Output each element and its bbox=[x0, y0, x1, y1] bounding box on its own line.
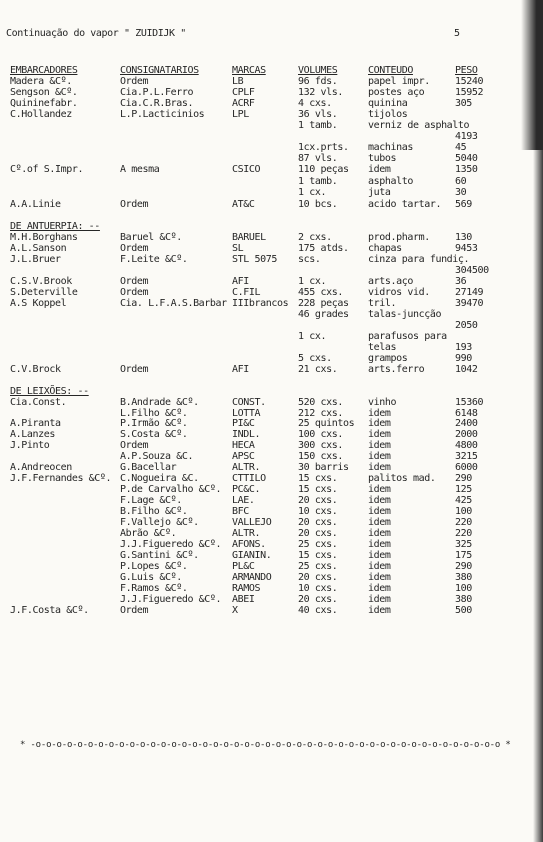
line-marcas-cell: LOTTA bbox=[232, 408, 261, 419]
line-peso-cell: 5040 bbox=[455, 153, 478, 164]
line-conteudo-cell: postes aço bbox=[368, 87, 425, 98]
line-peso-cell: 305 bbox=[455, 98, 472, 109]
line-volumes-cell: 10 cxs. bbox=[298, 506, 338, 517]
line-conteudo-cell: idem bbox=[368, 539, 391, 550]
line-marcas-cell: PL&C bbox=[232, 561, 255, 572]
line-peso-cell: 193 bbox=[455, 342, 472, 353]
line-conteudo-cell: palitos mad. bbox=[368, 473, 436, 484]
line-volumes-cell: 1 cx. bbox=[298, 276, 327, 287]
line-peso-cell: 2400 bbox=[455, 418, 478, 429]
line-marcas-cell: INDL. bbox=[232, 429, 261, 440]
line-volumes-cell: 96 fds. bbox=[298, 76, 338, 87]
line-marcas-cell: LAE. bbox=[232, 495, 255, 506]
line-peso-cell: 325 bbox=[455, 539, 472, 550]
line-conteudo-cell: idem bbox=[368, 550, 391, 561]
line-marcas-cell: BFC bbox=[232, 506, 249, 517]
line-consignatarios-cell: Cia.P.L.Ferro bbox=[120, 87, 194, 98]
line-marcas-cell: CTTILO bbox=[232, 473, 266, 484]
line-peso-cell: 100 bbox=[455, 506, 472, 517]
line-volumes-cell: 150 cxs. bbox=[298, 451, 343, 462]
line-consignatarios-cell: Ordem bbox=[120, 605, 149, 616]
line-consignatarios-cell: J.J.Figueredo &Cº. bbox=[120, 539, 222, 550]
line-conteudo-cell: idem bbox=[368, 418, 391, 429]
line-peso-cell: 1350 bbox=[455, 164, 478, 175]
line-consignatarios-cell: B.Filho &Cº. bbox=[120, 506, 188, 517]
line-consignatarios-cell: B.Andrade &Cº. bbox=[120, 397, 199, 408]
line-volumes-cell: 1 tamb. bbox=[298, 176, 338, 187]
line-consignatarios-cell: P.Irmão &Cº. bbox=[120, 418, 188, 429]
line-consignatarios-cell: G.Santini &Cº. bbox=[120, 550, 199, 561]
line-peso-cell: 130 bbox=[455, 232, 472, 243]
line-conteudo-cell: tijolos bbox=[368, 109, 408, 120]
page-number: 5 bbox=[454, 28, 460, 39]
line-conteudo-cell: idem bbox=[368, 583, 391, 594]
line-embarcadores-cell: Sengson &Cº. bbox=[10, 87, 78, 98]
line-embarcadores-cell: Madera &Cº. bbox=[10, 76, 72, 87]
line-volumes-cell: 30 barris bbox=[298, 462, 349, 473]
line-peso-cell: 304500 bbox=[455, 265, 489, 276]
line-volumes-cell: 25 quintos bbox=[298, 418, 355, 429]
line-marcas-cell: C.FIL bbox=[232, 287, 261, 298]
line-consignatarios-cell: L.Filho &Cº. bbox=[120, 408, 188, 419]
line-conteudo-cell: idem bbox=[368, 506, 391, 517]
line-volumes-cell: 20 cxs. bbox=[298, 594, 338, 605]
line-volumes-cell: 1cx.prts. bbox=[298, 142, 349, 153]
line-conteudo-cell: talas-juncção bbox=[368, 309, 442, 320]
scan-shadow-edge bbox=[533, 150, 543, 842]
line-volumes-cell: 175 atds. bbox=[298, 243, 349, 254]
line-peso-cell: 380 bbox=[455, 594, 472, 605]
line-embarcadores-cell: C.Hollandez bbox=[10, 109, 72, 120]
line-consignatarios-cell: L.P.Lacticinios bbox=[120, 109, 205, 120]
line-volumes-cell: 15 cxs. bbox=[298, 484, 338, 495]
line-peso-cell: 2050 bbox=[455, 320, 478, 331]
line-volumes-cell: 5 cxs. bbox=[298, 353, 332, 364]
line-peso-cell: 15360 bbox=[455, 397, 484, 408]
line-peso-cell: 15952 bbox=[455, 87, 484, 98]
line-consignatarios-cell: Cia.C.R.Bras. bbox=[120, 98, 194, 109]
line-peso-cell: 1042 bbox=[455, 364, 478, 375]
scan-shadow-edge bbox=[521, 0, 543, 150]
line-volumes-cell: 455 cxs. bbox=[298, 287, 343, 298]
line-consignatarios-cell: P.Lopes &Cº. bbox=[120, 561, 188, 572]
line-conteudo-cell: idem bbox=[368, 429, 391, 440]
line-conteudo-cell: asphalto bbox=[368, 176, 413, 187]
line-marcas-cell: LB bbox=[232, 76, 244, 87]
line-consignatarios-cell: C.Nogueira &C. bbox=[120, 473, 199, 484]
line-volumes-cell: 46 grades bbox=[298, 309, 349, 320]
col-conteudo-header: CONTEUDO bbox=[368, 65, 413, 76]
line-marcas-cell: BARUEL bbox=[232, 232, 266, 243]
line-peso-cell: 380 bbox=[455, 572, 472, 583]
line-conteudo-cell: parafusos para bbox=[368, 331, 447, 342]
line-volumes-cell: 20 cxs. bbox=[298, 572, 338, 583]
line-peso-cell: 290 bbox=[455, 473, 472, 484]
footer-rule: * -o-o-o-o-o-o-o-o-o-o-o-o-o-o-o-o-o-o-o-o-o-o-o-o-o-o-o-o-o-o-o-o-o-o-o-o-o-o-o-o-o-o-o-o-o * bbox=[20, 740, 511, 750]
line-marcas-cell: AFI bbox=[232, 276, 249, 287]
line-volumes-cell: 228 peças bbox=[298, 298, 349, 309]
line-embarcadores-cell: J.F.Fernandes &Cº. bbox=[10, 473, 112, 484]
line-peso-cell: 569 bbox=[455, 199, 472, 210]
line-embarcadores-cell: A.Piranta bbox=[10, 418, 61, 429]
line-conteudo-cell: idem bbox=[368, 408, 391, 419]
line-volumes-cell: 1 tamb. bbox=[298, 120, 338, 131]
line-conteudo-cell: prod.pharm. bbox=[368, 232, 430, 243]
col-embarcadores-header: EMBARCADORES bbox=[10, 65, 78, 76]
line-conteudo-cell: tubos bbox=[368, 153, 397, 164]
line-volumes-cell: 1 cx. bbox=[298, 187, 327, 198]
line-volumes-cell: 20 cxs. bbox=[298, 495, 338, 506]
col-volumes-header: VOLUMES bbox=[298, 65, 338, 76]
line-peso-cell: 990 bbox=[455, 353, 472, 364]
line-volumes-cell: 2 cxs. bbox=[298, 232, 332, 243]
line-conteudo-cell: idem bbox=[368, 495, 391, 506]
line-conteudo-cell: idem bbox=[368, 517, 391, 528]
line-marcas-cell: AFI bbox=[232, 364, 249, 375]
line-consignatarios-cell: Ordem bbox=[120, 199, 149, 210]
line-peso-cell: 220 bbox=[455, 528, 472, 539]
line-embarcadores-cell: Cº.of S.Impr. bbox=[10, 164, 84, 175]
line-marcas-cell: APSC bbox=[232, 451, 255, 462]
line-peso-cell: 175 bbox=[455, 550, 472, 561]
line-volumes-cell: 300 cxs. bbox=[298, 440, 343, 451]
line-peso-cell: 6000 bbox=[455, 462, 478, 473]
line-volumes-cell: 21 cxs. bbox=[298, 364, 338, 375]
line-conteudo-cell: tril. bbox=[368, 298, 397, 309]
line-consignatarios-cell: Ordem bbox=[120, 276, 149, 287]
line-conteudo-cell: idem bbox=[368, 528, 391, 539]
line-conteudo-cell: idem bbox=[368, 572, 391, 583]
line-peso-cell: 125 bbox=[455, 484, 472, 495]
line-peso-cell: 27149 bbox=[455, 287, 484, 298]
line-consignatarios-cell: G.Bacellar bbox=[120, 462, 177, 473]
line-marcas-cell: SL bbox=[232, 243, 244, 254]
line-marcas-cell: PI&C bbox=[232, 418, 255, 429]
line-consignatarios-cell: G.Luis &Cº. bbox=[120, 572, 182, 583]
line-consignatarios-cell: F.Vallejo &Cº. bbox=[120, 517, 199, 528]
line-conteudo-cell: idem bbox=[368, 164, 391, 175]
line-embarcadores-cell: C.V.Brock bbox=[10, 364, 61, 375]
line-marcas-cell: VALLEJO bbox=[232, 517, 272, 528]
line-volumes-cell: 1 cx. bbox=[298, 331, 327, 342]
line-peso-cell: 100 bbox=[455, 583, 472, 594]
line-embarcadores-cell: A.Lanzes bbox=[10, 429, 55, 440]
line-conteudo-cell: idem bbox=[368, 594, 391, 605]
line-conteudo-cell: idem bbox=[368, 440, 391, 451]
line-embarcadores-cell: S.Deterville bbox=[10, 287, 78, 298]
line-volumes-cell: 87 vls. bbox=[298, 153, 338, 164]
line-peso-cell: 4800 bbox=[455, 440, 478, 451]
line-consignatarios-cell: Ordem bbox=[120, 440, 149, 451]
line-embarcadores-cell: A.A.Linie bbox=[10, 199, 61, 210]
line-marcas-cell: ABEI bbox=[232, 594, 255, 605]
document-title: Continuação do vapor " ZUIDIJK " bbox=[6, 28, 186, 39]
line-conteudo-cell: vinho bbox=[368, 397, 397, 408]
line-peso-cell: 6148 bbox=[455, 408, 478, 419]
line-peso-cell: 15240 bbox=[455, 76, 484, 87]
line-marcas-cell: CPLF bbox=[232, 87, 255, 98]
line-conteudo-cell: juta bbox=[368, 187, 391, 198]
line-embarcadores-cell: J.Pinto bbox=[10, 440, 50, 451]
line-marcas-cell: LPL bbox=[232, 109, 249, 120]
line-consignatarios-cell: Cia. L.F.A.S.Barbar bbox=[120, 298, 227, 309]
line-peso-cell: 45 bbox=[455, 142, 467, 153]
line-volumes-cell: 100 cxs. bbox=[298, 429, 343, 440]
line-consignatarios-cell: Ordem bbox=[120, 243, 149, 254]
line-peso-cell: 39470 bbox=[455, 298, 484, 309]
line-conteudo-cell: idem bbox=[368, 561, 391, 572]
line-conteudo-cell: grampos bbox=[368, 353, 408, 364]
line-consignatarios-cell: Baruel &Cº. bbox=[120, 232, 182, 243]
section-heading: DE ANTUERPIA: -- bbox=[10, 221, 100, 232]
line-consignatarios-cell: J.J.Figueredo &Cº. bbox=[120, 594, 222, 605]
line-marcas-cell: AFONS. bbox=[232, 539, 266, 550]
line-conteudo-cell: idem bbox=[368, 451, 391, 462]
line-volumes-cell: 110 peças bbox=[298, 164, 349, 175]
line-conteudo-cell: acido tartar. bbox=[368, 199, 442, 210]
line-conteudo-cell: idem bbox=[368, 484, 391, 495]
line-embarcadores-cell: J.F.Costa &Cº. bbox=[10, 605, 89, 616]
line-volumes-cell: 132 vls. bbox=[298, 87, 343, 98]
line-embarcadores-cell: Cia.Const. bbox=[10, 397, 67, 408]
line-marcas-cell: RAMOS bbox=[232, 583, 261, 594]
line-marcas-cell: STL 5075 bbox=[232, 254, 277, 265]
line-marcas-cell: ALTR. bbox=[232, 528, 261, 539]
line-consignatarios-cell: Ordem bbox=[120, 287, 149, 298]
line-peso-cell: 500 bbox=[455, 605, 472, 616]
line-volumes-cell: 520 cxs. bbox=[298, 397, 343, 408]
col-consignatarios-header: CONSIGNATARIOS bbox=[120, 65, 199, 76]
line-marcas-cell: AT&C bbox=[232, 199, 255, 210]
line-volumes-cell: 10 cxs. bbox=[298, 583, 338, 594]
line-marcas-cell: ARMANDO bbox=[232, 572, 272, 583]
line-conteudo-cell: telas bbox=[368, 342, 397, 353]
line-volumes-cell: 4 cxs. bbox=[298, 98, 332, 109]
line-peso-cell: 2000 bbox=[455, 429, 478, 440]
line-volumes-cell: 25 cxs. bbox=[298, 539, 338, 550]
line-volumes-cell: 40 cxs. bbox=[298, 605, 338, 616]
section-heading: DE LEIXÕES: -- bbox=[10, 386, 89, 397]
col-marcas-header: MARCAS bbox=[232, 65, 266, 76]
line-embarcadores-cell: C.S.V.Brook bbox=[10, 276, 72, 287]
line-peso-cell: 9453 bbox=[455, 243, 478, 254]
line-embarcadores-cell: A.Andreocen bbox=[10, 462, 72, 473]
line-conteudo-cell: papel impr. bbox=[368, 76, 430, 87]
line-marcas-cell: GIANIN. bbox=[232, 550, 272, 561]
line-consignatarios-cell: F.Ramos &Cº. bbox=[120, 583, 188, 594]
line-consignatarios-cell: F.Lage &Cº. bbox=[120, 495, 182, 506]
line-conteudo-cell: idem bbox=[368, 462, 391, 473]
line-embarcadores-cell: A.S Koppel bbox=[10, 298, 67, 309]
line-peso-cell: 220 bbox=[455, 517, 472, 528]
line-peso-cell: 4193 bbox=[455, 131, 478, 142]
line-embarcadores-cell: M.H.Borghans bbox=[10, 232, 78, 243]
line-volumes-cell: scs. bbox=[298, 254, 321, 265]
line-marcas-cell: CSICO bbox=[232, 164, 261, 175]
line-volumes-cell: 20 cxs. bbox=[298, 517, 338, 528]
line-conteudo-cell: idem bbox=[368, 605, 391, 616]
line-conteudo-cell: arts.aço bbox=[368, 276, 413, 287]
line-consignatarios-cell: S.Costa &Cº. bbox=[120, 429, 188, 440]
line-volumes-cell: 15 cxs. bbox=[298, 550, 338, 561]
line-embarcadores-cell: J.L.Bruer bbox=[10, 254, 61, 265]
line-consignatarios-cell: Ordem bbox=[120, 76, 149, 87]
line-embarcadores-cell: Quininefabr. bbox=[10, 98, 78, 109]
line-consignatarios-cell: A.P.Souza &C. bbox=[120, 451, 194, 462]
line-consignatarios-cell: P.de Carvalho &Cº. bbox=[120, 484, 222, 495]
line-marcas-cell: X bbox=[232, 605, 238, 616]
line-conteudo-cell: machinas bbox=[368, 142, 413, 153]
line-volumes-cell: 15 cxs. bbox=[298, 473, 338, 484]
line-marcas-cell: PC&C. bbox=[232, 484, 261, 495]
line-volumes-cell: 25 cxs. bbox=[298, 561, 338, 572]
line-conteudo-cell: verniz de asphalto bbox=[368, 120, 470, 131]
line-peso-cell: 290 bbox=[455, 561, 472, 572]
line-peso-cell: 36 bbox=[455, 276, 467, 287]
line-conteudo-cell: arts.ferro bbox=[368, 364, 425, 375]
line-consignatarios-cell: Abrão &Cº. bbox=[120, 528, 177, 539]
line-marcas-cell: HECA bbox=[232, 440, 255, 451]
line-conteudo-cell: quinina bbox=[368, 98, 408, 109]
line-volumes-cell: 36 vls. bbox=[298, 109, 338, 120]
line-conteudo-cell: chapas bbox=[368, 243, 402, 254]
line-marcas-cell: ACRF bbox=[232, 98, 255, 109]
line-embarcadores-cell: A.L.Sanson bbox=[10, 243, 67, 254]
line-conteudo-cell: vidros vid. bbox=[368, 287, 430, 298]
line-marcas-cell: IIIbrancos bbox=[232, 298, 289, 309]
line-marcas-cell: ALTR. bbox=[232, 462, 261, 473]
line-peso-cell: 425 bbox=[455, 495, 472, 506]
line-volumes-cell: 10 bcs. bbox=[298, 199, 338, 210]
line-consignatarios-cell: Ordem bbox=[120, 364, 149, 375]
line-volumes-cell: 212 cxs. bbox=[298, 408, 343, 419]
line-peso-cell: 30 bbox=[455, 187, 467, 198]
line-volumes-cell: 20 cxs. bbox=[298, 528, 338, 539]
line-marcas-cell: CONST. bbox=[232, 397, 266, 408]
col-peso-header: PESO bbox=[455, 65, 478, 76]
line-consignatarios-cell: A mesma bbox=[120, 164, 160, 175]
line-peso-cell: 60 bbox=[455, 176, 467, 187]
line-peso-cell: 3215 bbox=[455, 451, 478, 462]
line-consignatarios-cell: F.Leite &Cº. bbox=[120, 254, 188, 265]
line-conteudo-cell: cinza para fundiç. bbox=[368, 254, 470, 265]
